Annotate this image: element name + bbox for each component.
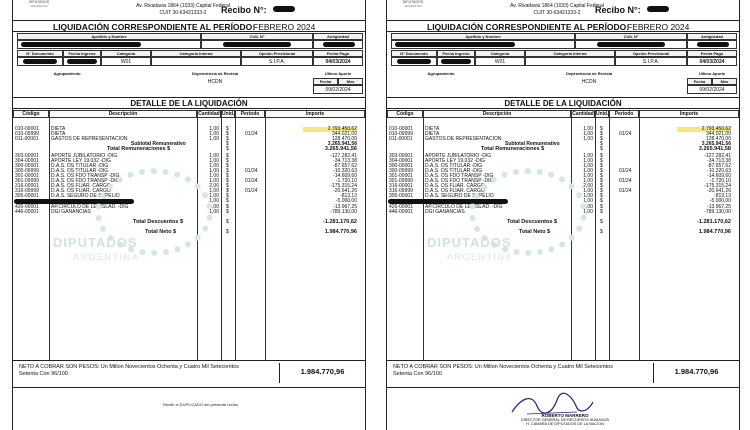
- watermark-text: DIPUTADOS: [427, 235, 512, 250]
- periodo-column-header: Período: [235, 110, 265, 118]
- item-code: 304-00001: [389, 157, 413, 164]
- recibo-number-redacted: [273, 6, 295, 12]
- item-description: D.A.S. OS TITULAR -DIG: [51, 167, 109, 174]
- item-description: DIETA: [51, 126, 66, 132]
- subtotal-unit: $: [600, 141, 603, 148]
- institution-logo: [393, 0, 433, 8]
- item-quantity: 1,00: [583, 126, 593, 132]
- item-amount: -10.320,63: [333, 167, 357, 174]
- descripcion-column-header: Descripción: [49, 110, 197, 118]
- item-amount: -789.130,00: [330, 208, 357, 215]
- item-code: 446-00001: [15, 208, 39, 215]
- item-quantity: 1,00: [209, 172, 219, 179]
- item-description: APORTE JUBILATORIO -DIG: [425, 152, 492, 159]
- item-unit: $: [226, 126, 229, 132]
- item-quantity: 1,00: [583, 152, 593, 159]
- item-description: APORTE LEY 19.032 -DIG: [51, 157, 111, 164]
- item-quantity: 1,00: [583, 172, 593, 179]
- item-quantity: 1,00: [583, 167, 593, 174]
- item-quantity: 1,00: [209, 178, 219, 184]
- item-description: D.A.S. OS TITULAR -DIG: [51, 162, 109, 169]
- total-descuentos-unit: $: [226, 218, 229, 225]
- cantidad-column-header: Cantidad: [572, 111, 594, 117]
- fecha-ingreso-redacted: [67, 59, 97, 64]
- watermark-text: DIPUTADOS: [53, 235, 138, 250]
- logo-text: ARGENTINA: [30, 4, 48, 8]
- subtotal-unit: $: [226, 141, 229, 148]
- apellido-header: Apellido y Nombre: [17, 33, 201, 40]
- item-quantity: 1,00: [209, 152, 219, 159]
- logo-text: DIPUTADOS: [28, 0, 50, 4]
- item-unit: $: [600, 136, 603, 143]
- item-period: 01/24: [619, 178, 632, 184]
- total-neto-label: Total Neto $: [145, 229, 177, 235]
- item-amount: -127.282,41: [704, 152, 731, 159]
- item-code: 010-09999: [15, 131, 39, 138]
- liquidation-period: FEBRERO 2024: [253, 22, 316, 32]
- item-code: 316-00001: [389, 183, 413, 190]
- column-divider: [265, 118, 266, 360]
- item-code: 304-00001: [15, 157, 39, 164]
- item-code: 300-00001: [389, 162, 413, 169]
- total-neto-label: Total Neto $: [519, 229, 551, 235]
- item-description: APORTE LEY 19.032 -DIG: [425, 157, 485, 164]
- item-description: GASTOS DE REPRESENTACION: [51, 136, 128, 143]
- item-quantity: 1,00: [583, 188, 593, 195]
- fecha-ingreso-header: Fecha Ingreso: [437, 50, 475, 57]
- total-descuentos-label: Total Descuentos $: [133, 218, 184, 225]
- total-remuneraciones-value: 3.265.941,56: [324, 146, 357, 153]
- item-unit: $: [600, 167, 603, 174]
- item-amount: 344.021,00: [705, 131, 731, 138]
- item-unit: $: [600, 131, 603, 138]
- agrupamiento-header: Agrupamiento: [427, 71, 455, 76]
- item-description: D.A.S. OS TITULAR -DIG: [425, 162, 483, 169]
- ultimo-aporte-header: Último Aporte: [698, 71, 726, 76]
- ultimo-aporte-fecha: 09/02/2024: [687, 85, 737, 94]
- item-unit: $: [226, 167, 229, 174]
- item-code: 303-00001: [389, 152, 413, 159]
- item-unit: $: [600, 157, 603, 164]
- item-amount: 2.793.450,62: [303, 127, 357, 132]
- watermark-subtext: ARGENTINA: [447, 252, 514, 262]
- cantidad-column-header: Cantidad: [198, 111, 220, 117]
- item-description: D.A.S. OS FLIAR. CARGO: [425, 188, 485, 195]
- item-unit: $: [600, 172, 603, 179]
- item-description: GASTOS DE REPRESENTACION: [425, 136, 502, 143]
- neto-a-cobrar-text: NETO A COBRAR SON PESOS: Un Millon Novecientos Ochenta y Cuatro Mil Setecientos Setenta Con 96/100: [19, 364, 239, 377]
- item-code: 316-09999: [15, 188, 39, 195]
- categoria-cell: W01: [101, 57, 151, 66]
- column-divider: [639, 118, 640, 360]
- item-unit: $: [226, 193, 229, 200]
- item-quantity: 1,00: [583, 131, 593, 138]
- item-amount: 344.021,00: [331, 131, 357, 138]
- item-unit: $: [226, 178, 229, 184]
- antiguedad-redacted: [697, 42, 729, 47]
- total-remuneraciones-unit: $: [226, 146, 229, 153]
- cuil-header: CUIL N°: [575, 33, 687, 40]
- fecha-header: Fecha: [687, 78, 712, 85]
- item-amount: -14.609,60: [333, 172, 357, 179]
- column-divider: [49, 118, 50, 360]
- item-unit: $: [226, 203, 229, 210]
- item-description: DGI GANANCIAS: [51, 208, 91, 215]
- item-unit: $: [600, 162, 603, 169]
- item-amount: -13.967,25: [707, 203, 731, 210]
- address-line: Av. Rivadavia 1864 (1033) Capital Federal: [136, 3, 230, 9]
- item-amount: -127.282,41: [330, 152, 357, 159]
- item-amount: -20.641,26: [333, 188, 357, 195]
- item-description: D.A.S. OS FDO TRANSP -DIG: [425, 172, 494, 179]
- recibi-duplicado-text: Recibí el DUPLICADO del presente recibo: [163, 402, 239, 407]
- detalle-title: DETALLE DE LA LIQUIDACIÓN: [387, 97, 739, 109]
- item-period: 01/24: [619, 167, 632, 174]
- periodo-column-header: Período: [609, 110, 639, 118]
- item-period: 01/24: [245, 178, 258, 184]
- opcion-previsional-header: Opción Previsional: [615, 50, 687, 57]
- institution-logo: [19, 0, 59, 8]
- categoria-interna-cell: [525, 57, 615, 66]
- fecha-pago-cell: 04/03/2024: [687, 57, 737, 66]
- item-quantity: 1,00: [209, 193, 219, 200]
- column-divider: [221, 118, 222, 360]
- item-code: 010-09999: [389, 131, 413, 138]
- signatory-line: H. CAMARA DE DIPUTADOS DE LA NACION: [526, 422, 604, 426]
- cuil-redacted: [223, 42, 291, 47]
- documento-redacted: [23, 59, 57, 64]
- item-unit: $: [226, 198, 229, 205]
- item-quantity: 1,00: [209, 188, 219, 195]
- categoria-interna-cell: [151, 57, 241, 66]
- item-amount: -175.315,24: [330, 183, 357, 190]
- item-code: 301-09999: [15, 178, 39, 184]
- liquidation-title: LIQUIDACIÓN CORRESPONDIENTE AL PERÍODO:: [427, 22, 630, 32]
- documento-header: N° Documento: [391, 50, 437, 57]
- agrupamiento-header: Agrupamiento: [53, 71, 81, 76]
- signatory-block: [505, 414, 625, 426]
- liquidation-period: FEBRERO 2024: [627, 22, 690, 32]
- item-quantity: 1,00: [583, 203, 593, 210]
- categoria-interna-header: Categoría Interna: [525, 50, 615, 57]
- item-amount: -813,13: [714, 193, 731, 200]
- item-quantity: 1,00: [209, 208, 219, 215]
- item-amount: -1.720,10: [335, 178, 357, 184]
- ultimo-aporte-fecha: 09/02/2024: [313, 85, 363, 94]
- item-unit: $: [226, 208, 229, 215]
- cuil-header: CUIL N°: [201, 33, 313, 40]
- item-quantity: 1,00: [583, 208, 593, 215]
- item-unit: $: [226, 157, 229, 164]
- neto-a-cobrar-value: 1.984.770,96: [653, 363, 739, 383]
- item-amount: -813,13: [340, 193, 357, 200]
- item-quantity: 1,00: [209, 162, 219, 169]
- item-unit: $: [600, 193, 603, 200]
- subtotal-label: Subtotal Remunerativo: [131, 141, 186, 148]
- item-amount: -789.130,00: [704, 208, 731, 215]
- mes-header: Mes: [338, 78, 363, 85]
- documento-header: N° Documento: [17, 50, 63, 57]
- total-remuneraciones-value: 3.265.941,58: [698, 146, 731, 153]
- item-description: AP.CIRCULO DE LEGISLAD. -DIG: [425, 203, 503, 210]
- fecha-ingreso-redacted: [441, 59, 471, 64]
- detalle-title: DETALLE DE LA LIQUIDACIÓN: [13, 97, 365, 109]
- dependencia-header: Dependencia de Revista: [565, 71, 613, 76]
- item-unit: $: [226, 183, 229, 190]
- categoria-interna-header: Categoría Interna: [151, 50, 241, 57]
- item-code: 316-00001: [15, 183, 39, 190]
- fecha-ingreso-header: Fecha Ingreso: [63, 50, 101, 57]
- item-code: 426-00001: [15, 203, 39, 210]
- item-amount: 128.470,00: [705, 136, 731, 143]
- total-neto-unit: $: [600, 229, 603, 235]
- item-amount: -10.320,63: [707, 167, 731, 174]
- dependencia-cell: HCDN: [207, 79, 223, 85]
- item-quantity: 1,00: [583, 157, 593, 164]
- item-description: D.A.S. OS FLIAR. CARGO: [51, 183, 111, 190]
- fecha-header: Fecha: [313, 78, 338, 85]
- receipt-right: [386, 0, 740, 430]
- antiguedad-redacted: [323, 42, 355, 47]
- item-quantity: 1,00: [209, 157, 219, 164]
- item-amount: -1.720,10: [709, 178, 731, 184]
- total-remuneraciones-label: Total Remuneraciones $: [481, 146, 545, 153]
- item-unit: $: [600, 152, 603, 159]
- subtotal-label: Subtotal Remunerativo: [505, 141, 560, 148]
- total-descuentos-value: -1.281.170,62: [323, 218, 357, 225]
- opcion-previsional-header: Opción Previsional: [241, 50, 313, 57]
- item-unit: $: [226, 172, 229, 179]
- item-amount: 2.793.450,62: [677, 127, 731, 132]
- total-remuneraciones-label: Total Remuneraciones $: [107, 146, 171, 153]
- documento-redacted: [397, 59, 431, 64]
- item-code: 011-00001: [389, 136, 413, 143]
- item-quantity: 1,00: [583, 193, 593, 200]
- neto-a-cobrar-text: NETO A COBRAR SON PESOS: Un Millon Novecientos Ochenta y Cuatro Mil Setecientos Setenta Con 96/100: [393, 364, 613, 377]
- descripcion-column-header: Descripción: [423, 110, 571, 118]
- cuit-line: CUIT 30-63421333-2: [533, 9, 581, 16]
- column-divider: [595, 118, 596, 360]
- codigo-column-header: Código: [387, 110, 423, 118]
- item-quantity: 1,00: [209, 203, 219, 210]
- item-description: DIETA: [425, 126, 440, 132]
- item-amount: -14.609,60: [707, 172, 731, 179]
- cuil-redacted: [597, 42, 665, 47]
- item-description: APORTE JUBILATORIO -DIG: [51, 152, 118, 159]
- item-code: 426-00001: [389, 203, 413, 210]
- address-line: Av. Rivadavia 1864 (1033) Capital Federal: [510, 3, 604, 9]
- item-period: 01/24: [619, 188, 632, 195]
- item-unit: $: [600, 188, 603, 195]
- item-amount: -87.657,62: [707, 162, 731, 169]
- item-description: DIETA: [425, 131, 440, 138]
- item-description: D.A.S. OS FLIAR. CARGO: [51, 188, 111, 195]
- column-divider: [235, 118, 236, 360]
- item-code: 301-00001: [389, 172, 413, 179]
- total-remuneraciones-unit: $: [600, 146, 603, 153]
- categoria-header: Categoría: [101, 50, 151, 57]
- item-period: 01/24: [619, 131, 632, 138]
- item-amount: -34.713,38: [707, 157, 731, 164]
- item-quantity: 1,00: [209, 198, 219, 205]
- item-code: 300-00001: [15, 162, 39, 169]
- signatory-line: ROBERTO MARRERO: [541, 413, 589, 418]
- item-unit: $: [226, 152, 229, 159]
- item-description: D.A.S. SEGURO DE SEPELIO: [51, 193, 120, 200]
- item-code: 300-09999: [15, 167, 39, 174]
- item-description: AP.CIRCULO DE LEGISLAD. -DIG: [51, 203, 129, 210]
- cuit-line: CUIT 30-63421333-2: [159, 9, 207, 16]
- item-description: D.A.S. OS TITULAR -DIG: [425, 167, 483, 174]
- apellido-redacted: [21, 42, 141, 47]
- item-unit: $: [600, 183, 603, 190]
- total-neto-value: 1.984.770,96: [698, 229, 731, 235]
- item-quantity: 1,00: [209, 131, 219, 138]
- item-period: 01/24: [245, 167, 258, 174]
- item-code: 010-00001: [15, 126, 39, 132]
- importe-column-header: Importe: [265, 110, 365, 118]
- item-period: 01/24: [245, 131, 258, 138]
- item-unit: $: [226, 136, 229, 143]
- item-quantity: 1,00: [583, 198, 593, 205]
- item-unit: $: [226, 131, 229, 138]
- item-period: 01/24: [245, 188, 258, 195]
- antiguedad-header: Antigüedad: [687, 33, 737, 40]
- item-unit: $: [226, 162, 229, 169]
- period-title-row: [13, 20, 365, 32]
- codigo-column-header: Código: [13, 110, 49, 118]
- mes-header: Mes: [712, 78, 737, 85]
- item-quantity: 2,00: [209, 183, 219, 190]
- antiguedad-header: Antigüedad: [313, 33, 363, 40]
- categoria-cell: W01: [475, 57, 525, 66]
- item-description: D.A.S. OS FDO TRANSP -DIG: [51, 178, 120, 184]
- item-quantity: 1,00: [209, 167, 219, 174]
- item-code: 301-09999: [389, 178, 413, 184]
- recibo-label: Recibo N°:: [595, 5, 641, 15]
- item-amount: -13.967,25: [333, 203, 357, 210]
- item-code: 010-00001: [389, 126, 413, 132]
- apellido-header: Apellido y Nombre: [391, 33, 575, 40]
- item-description: D.A.S. OS FDO TRANSP -DIG: [425, 178, 494, 184]
- total-descuentos-unit: $: [600, 218, 603, 225]
- item-amount: -87.657,62: [333, 162, 357, 169]
- item-code: 305-00001: [389, 193, 413, 200]
- item-code: 305-00001: [15, 193, 39, 200]
- total-neto-unit: $: [226, 229, 229, 235]
- apellido-redacted: [395, 42, 515, 47]
- categoria-header: Categoría: [475, 50, 525, 57]
- item-code: 301-00001: [15, 172, 39, 179]
- item-description: D.A.S. OS FDO TRANSP -DIG: [51, 172, 120, 179]
- neto-a-cobrar-value: 1.984.770,96: [279, 363, 365, 383]
- item-quantity: 1,00: [583, 162, 593, 169]
- item-amount: -20.641,26: [707, 188, 731, 195]
- item-description: DIETA: [51, 131, 66, 138]
- fecha-pago-header: Fecha Pago: [687, 50, 737, 57]
- item-amount: 128.470,00: [331, 136, 357, 143]
- item-unit: $: [226, 188, 229, 195]
- ultimo-aporte-header: Último Aporte: [324, 71, 352, 76]
- item-amount: -5.000,00: [709, 198, 731, 205]
- period-title-row: [387, 20, 739, 32]
- column-divider: [423, 118, 424, 360]
- subtotal-value: 3.265.941,56: [701, 141, 731, 148]
- item-quantity: 1,00: [209, 126, 219, 132]
- item-unit: $: [600, 178, 603, 184]
- opcion-cell: S.I.P.A.: [615, 57, 687, 66]
- fecha-pago-cell: 04/03/2024: [313, 57, 363, 66]
- item-unit: $: [600, 203, 603, 210]
- logo-text: DIPUTADOS: [402, 0, 424, 4]
- recibo-number-redacted: [647, 6, 669, 12]
- watermark-subtext: ARGENTINA: [73, 252, 140, 262]
- receipt-left: [12, 0, 366, 430]
- item-unit: $: [600, 126, 603, 132]
- item-description: DGI GANANCIAS: [425, 208, 465, 215]
- item-quantity: 1,00: [583, 178, 593, 184]
- liquidation-title: LIQUIDACIÓN CORRESPONDIENTE AL PERÍODO:: [53, 22, 256, 32]
- item-quantity: 1,00: [583, 136, 593, 143]
- signatory-line: DIRECTOR GENERAL DE RECURSOS HUMANOS: [520, 418, 610, 422]
- unidad-column-header: Unid.: [222, 111, 235, 117]
- fecha-pago-header: Fecha Pago: [313, 50, 363, 57]
- importe-column-header: Importe: [639, 110, 739, 118]
- opcion-cell: S.I.P.A.: [241, 57, 313, 66]
- dependencia-cell: HCDN: [581, 79, 597, 85]
- unidad-column-header: Unid.: [596, 111, 609, 117]
- item-quantity: 1,00: [209, 136, 219, 143]
- item-amount: -34.713,38: [333, 157, 357, 164]
- subtotal-value: 3.265.941,56: [327, 141, 357, 148]
- item-quantity: 2,00: [583, 183, 593, 190]
- item-description: D.A.S. OS FLIAR. CARGO: [425, 183, 485, 190]
- column-divider: [609, 118, 610, 360]
- recibo-label: Recibo N°:: [221, 5, 267, 15]
- logo-text: ARGENTINA: [404, 4, 422, 8]
- item-code: 316-09999: [389, 188, 413, 195]
- item-code: 446-00001: [389, 208, 413, 215]
- item-description: D.A.S. SEGURO DE SEPELIO: [425, 193, 494, 200]
- item-amount: -175.315,24: [704, 183, 731, 190]
- item-code: 011-00001: [15, 136, 39, 143]
- item-amount: -5.000,00: [335, 198, 357, 205]
- item-unit: $: [600, 198, 603, 205]
- item-unit: $: [600, 208, 603, 215]
- total-neto-value: 1.984.770,96: [324, 229, 357, 235]
- dependencia-header: Dependencia de Revista: [191, 71, 239, 76]
- item-code: 300-09999: [389, 167, 413, 174]
- total-descuentos-value: -1.281.170,62: [697, 218, 731, 225]
- total-descuentos-label: Total Descuentos $: [507, 218, 558, 225]
- item-code: 303-00001: [15, 152, 39, 159]
